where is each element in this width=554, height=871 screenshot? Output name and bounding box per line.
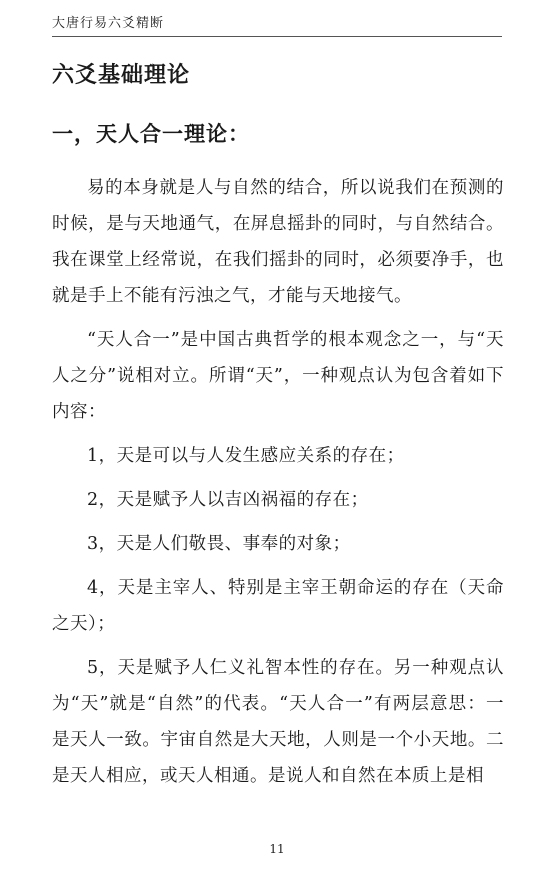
- list-item-4: 4，天是主宰人、特别是主宰王朝命运的存在（天命之天）；: [52, 578, 504, 634]
- running-header: 大唐行易六爻精断: [52, 16, 165, 31]
- header-divider: [52, 36, 502, 37]
- paragraph-intro: 易的本身就是人与自然的结合，所以说我们在预测的时候，是与天地通气，在屏息摇卦的同时，与自然结合。我在课堂上经常说，在我们摇卦的同时，必须要净手，也就是手上不能有污浊之气，才能与天地接气。: [52, 178, 504, 306]
- page-number: 11: [269, 842, 285, 856]
- list-item-1: 1，天是可以与人发生感应关系的存在；: [87, 446, 405, 466]
- chapter-title: 六爻基础理论: [52, 63, 191, 88]
- list-item-2: 2，天是赋予人以吉凶祸福的存在；: [87, 490, 369, 510]
- paragraph-definition: “天人合一”是中国古典哲学的根本观念之一，与“天人之分”说相对立。所谓“天”，一种观点认为包含着如下内容：: [52, 330, 504, 422]
- list-item-5: 5，天是赋予人仁义礼智本性的存在。另一种观点认为“天”就是“自然”的代表。“天人合一”有两层意思：一是天人一致。宇宙自然是大天地，人则是一个小天地。二是天人相应，或天人相通。是说人和自然在本质上是相: [52, 658, 504, 786]
- section-title: 一，天人合一理论：: [52, 122, 250, 146]
- body-text: [52, 170, 504, 802]
- list-item-3: 3，天是人们敬畏、事奉的对象；: [87, 534, 351, 554]
